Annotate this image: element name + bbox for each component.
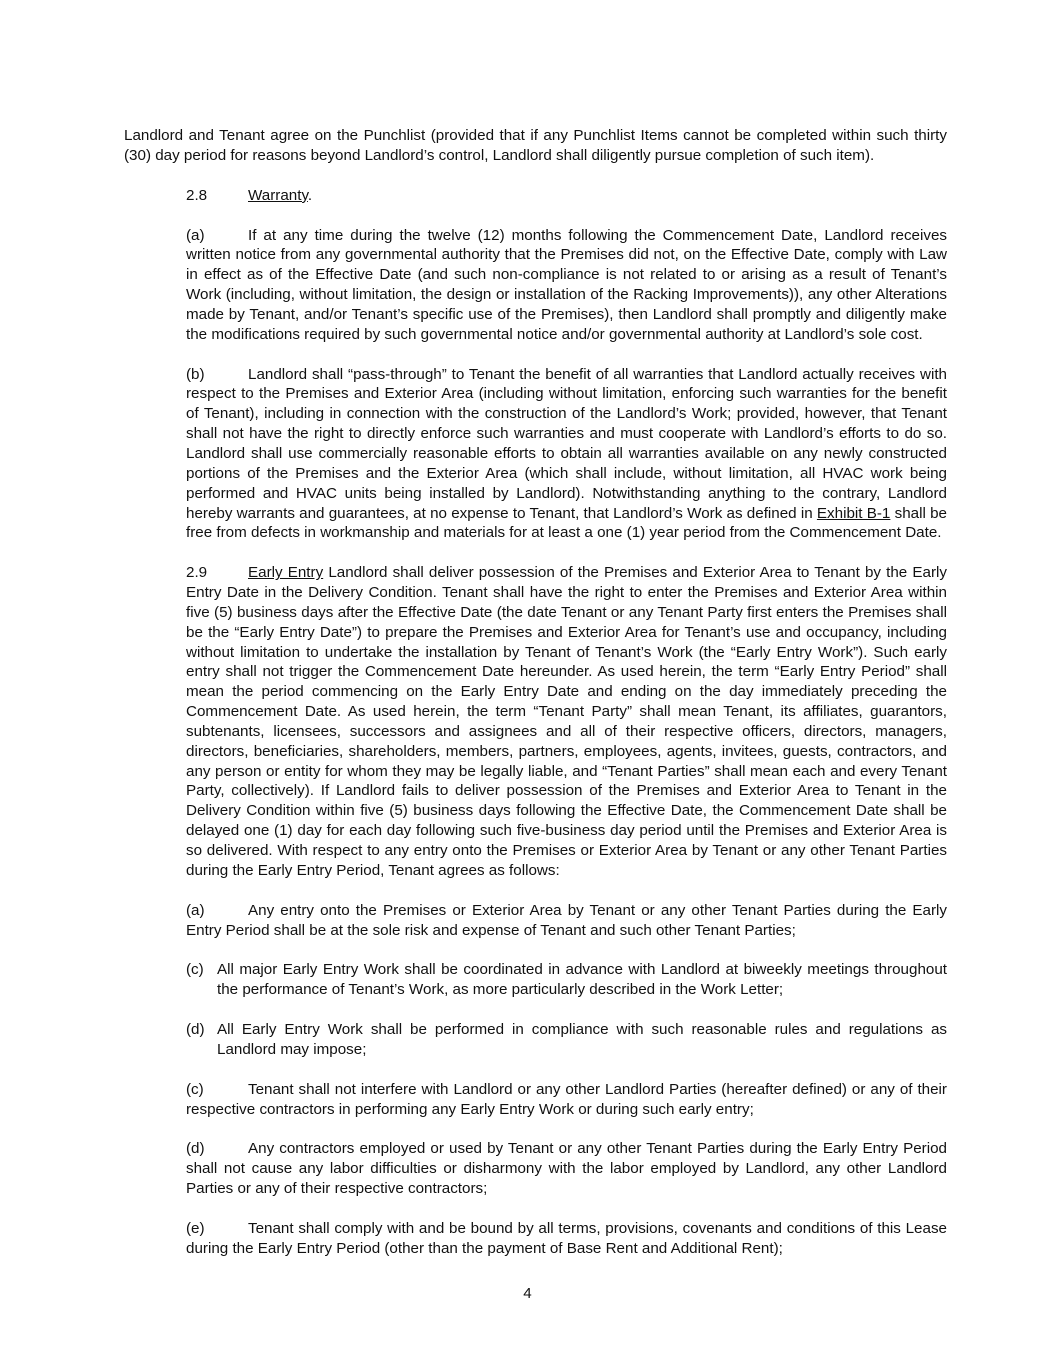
early-entry-item	[124, 901, 947, 941]
paragraph-text: If at any time during the twelve (12) months following the Commencement Date, Landlord receives written notice from any governmental authority that the Premises did not, on the Effective Date, comply with Law in effect as of the Effective Date (and such non-compliance is not related to or arising as a result of Tenant’s Work (including, without limitation, the design or installation of the Racking Improvements)), any other Alterations made by Tenant, and/or Tenant’s specific use of the Premises), then Landlord shall promptly and diligently make the modifications required by such governmental notice and/or governmental authority at Landlord’s sole cost.	[186, 226, 947, 343]
page-number: 4	[523, 1285, 532, 1302]
item-label: (a)	[186, 901, 205, 919]
warranty-paragraph-a	[124, 226, 947, 345]
section-title: Warranty	[248, 186, 308, 204]
item-label: (e)	[186, 1219, 205, 1237]
paragraph-text: Landlord shall “pass-through” to Tenant the benefit of all warranties that Landlord actually receives with respect to the Premises and Exterior Area (including without limitation, enforcing such warranties for the benefit of Tenant), including in connection with the construction of the Landlord’s Work; provided, however, that Tenant shall not have the right to directly enforce such warranties and must cooperate with Landlord’s efforts to do so. Landlord shall use commercially reasonable efforts to obtain all warranties available on any newly constructed portions of the Premises and the Exterior Area (which shall include, without limitation, all HVAC work being performed and HVAC units being installed by Landlord). Notwithstanding anything to the contrary, Landlord hereby warrants and guarantees, at no expense to Tenant, that Landlord’s Work as defined in	[186, 365, 947, 522]
warranty-paragraph-b	[124, 365, 947, 544]
paragraph-text: shall be free from defects in workmanship and materials for at least a one (1) year period from the Commencement Date.	[186, 504, 947, 542]
item-text: Any contractors employed or used by Tenant or any other Tenant Parties during the Early Entry Period shall not cause any labor difficulties or disharmony with the labor employed by Landlord, any other Landlord Parties or any of their respective contractors;	[186, 1140, 947, 1198]
early-entry-item	[124, 1219, 947, 1259]
item-text: Any entry onto the Premises or Exterior Area by Tenant or any other Tenant Parties during the Early Entry Period shall be at the sole risk and expense of Tenant and such other Tenant Parties;	[186, 901, 947, 939]
document-page	[124, 126, 947, 1259]
section-title: Early Entry	[248, 564, 324, 582]
early-entry-item	[124, 1080, 947, 1120]
early-entry-item	[124, 1139, 947, 1199]
item-label: (c)	[186, 1080, 204, 1098]
item-label: (a)	[186, 226, 205, 244]
item-text: Tenant shall comply with and be bound by all terms, provisions, covenants and conditions of this Lease during the Early Entry Period (other than the payment of Base Rent and Additional Rent);	[186, 1219, 947, 1257]
exhibit-link: Exhibit B-1	[816, 504, 891, 522]
paragraph-text: Landlord shall deliver possession of the Premises and Exterior Area to Tenant by the Early Entry Date in the Delivery Condition. Tenant shall have the right to enter the Premises and Exterior Area within five (5) business days after the Effective Date (the date Tenant or any Tenant Party first enters the Premises shall be the “Early Entry Date”) to prepare the Premises and Exterior Area for Tenant’s use and occupancy, including without limitation to undertake the installation by Tenant of Tenant’s Work (the “Early Entry Work”). Such early entry shall not trigger the Commencement Date hereunder. As used herein, the term “Early Entry Period” shall mean the period commencing on the Early Entry Date and ending on the day immediately preceding the Commencement Date. As used herein, the term “Tenant Party” shall mean Tenant, its affiliates, guarantors, subtenants, licensees, successors and assignees and all of their respective officers, directors, managers, directors, beneficiaries, shareholders, members, partners, employees, agents, invitees, guests, contractors, and any person or entity for whom they may be legally liable, and “Tenant Parties” shall mean each and every Tenant Party, collectively). If Landlord fails to deliver possession of the Premises and Exterior Area to Tenant in the Delivery Condition within five (5) business days following the Effective Date, the Commencement Date shall be delayed one (1) day for each day following such five-business day period until the Premises and Exterior Area is so delivered. With respect to any entry onto the Premises or Exterior Area by Tenant or any other Tenant Parties during the Early Entry Period, Tenant agrees as follows:	[186, 564, 947, 879]
intro-paragraph: Landlord and Tenant agree on the Punchlist (provided that if any Punchlist Items cannot be completed within such thirty (30) day period for reasons beyond Landlord’s control, Landlord shall diligently pursue completion of such item).	[124, 127, 947, 164]
item-text: All Early Entry Work shall be performed in compliance with such reasonable rules and regulations as Landlord may impose;	[217, 1021, 947, 1058]
early-entry-item	[124, 960, 947, 1000]
item-label: (d)	[186, 1021, 205, 1039]
section-2-9-paragraph	[124, 563, 947, 881]
item-label: (c)	[186, 961, 204, 979]
item-text: Tenant shall not interfere with Landlord or any other Landlord Parties (hereafter defined) or any of their respective contractors in performing any Early Entry Work or during such early entry;	[186, 1080, 947, 1118]
item-label: (d)	[186, 1140, 205, 1158]
section-2-8-heading: 2.8 Warranty.	[186, 186, 313, 204]
section-number: 2.8	[186, 186, 208, 204]
item-text: All major Early Entry Work shall be coordinated in advance with Landlord at biweekly meetings throughout the performance of Tenant’s Work, as more particularly described in the Work Letter;	[217, 961, 947, 999]
item-label: (b)	[186, 365, 205, 383]
section-number: 2.9	[186, 564, 208, 582]
early-entry-item	[124, 1020, 947, 1060]
